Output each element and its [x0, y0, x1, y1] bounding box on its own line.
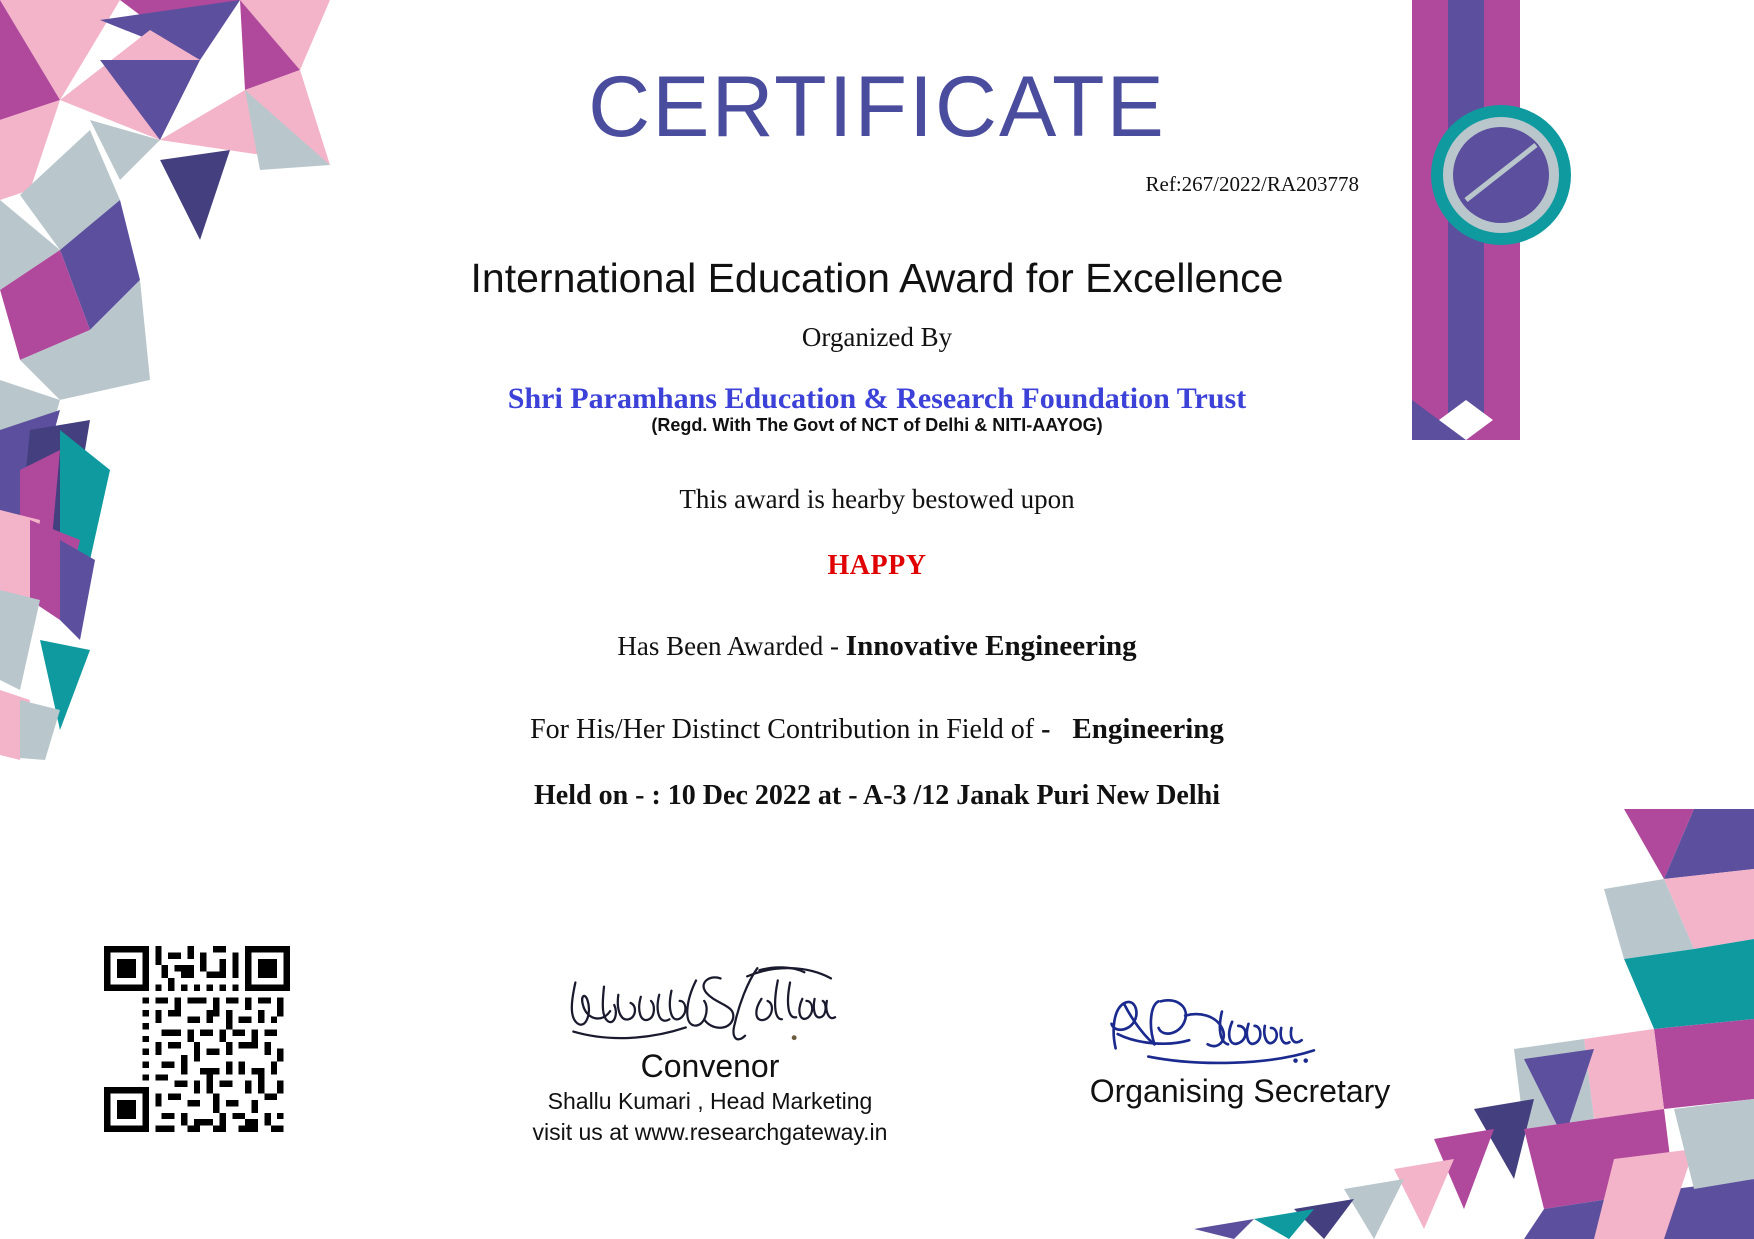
organization-registration: (Regd. With The Govt of NCT of Delhi & NITI-AAYOG) — [651, 415, 1103, 435]
signature-role-secretary: Organising Secretary — [1089, 1073, 1391, 1109]
signature-website: visit us at www.researchgateway.in — [532, 1118, 888, 1145]
field-dash: - — [1041, 714, 1051, 745]
qr-code-icon[interactable] — [104, 946, 290, 1132]
organization-name: Shri Paramhans Education & Research Foundation Trust — [507, 382, 1247, 415]
held-label: Held on — [534, 780, 629, 811]
kumari-shallu-signature-icon — [557, 960, 864, 1052]
n-khanna-signature-icon — [1087, 985, 1394, 1077]
signature-name-convenor: Shallu Kumari , Head Marketing — [547, 1088, 873, 1114]
bestowed-text: This award is hearby bestowed upon — [679, 484, 1075, 514]
organized-by-label: Organized By — [801, 322, 953, 352]
signature-block-secretary — [1050, 985, 1430, 1110]
certificate-title: CERTIFICATE — [588, 59, 1166, 155]
awarded-value: Innovative Engineering — [845, 630, 1137, 662]
field-line — [0, 713, 1754, 746]
recipient-name: HAPPY — [827, 550, 927, 581]
signature-block-convenor — [520, 960, 900, 1147]
held-details: - : 10 Dec 2022 at - A-3 /12 Janak Puri New Delhi — [628, 780, 1220, 811]
awarded-line — [0, 630, 1754, 663]
reference-number: Ref:267/2022/RA203778 — [1145, 172, 1359, 196]
award-name: International Education Award for Excellence — [470, 255, 1284, 301]
field-value: Engineering — [1072, 713, 1224, 745]
held-line — [0, 780, 1754, 812]
signature-role-convenor: Convenor — [640, 1048, 780, 1084]
field-label: For His/Her Distinct Contribution in Field of — [530, 714, 1042, 745]
awarded-label: Has Been Awarded - — [617, 631, 846, 661]
